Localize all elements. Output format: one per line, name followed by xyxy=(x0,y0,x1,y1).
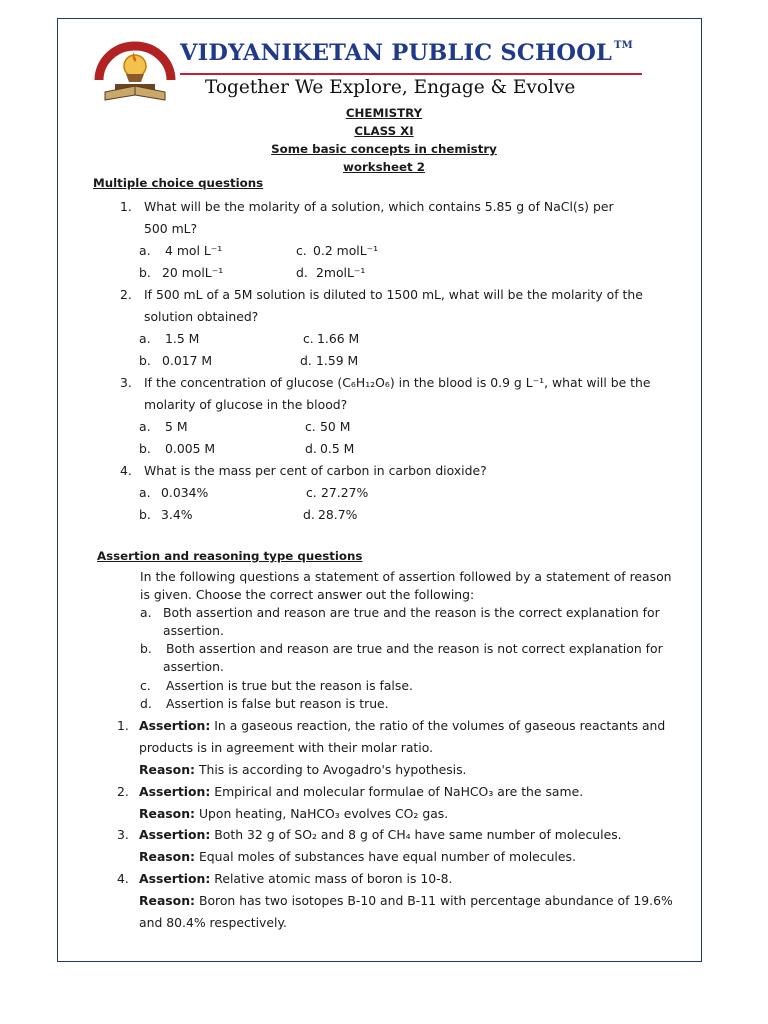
ar-item-number: 1. xyxy=(117,718,129,733)
ar-intro: is given. Choose the correct answer out the following: xyxy=(140,587,475,602)
assertion-label: Assertion: xyxy=(139,871,211,886)
option-label: c. xyxy=(305,419,316,434)
assertion-label: Assertion: xyxy=(139,784,211,799)
choice-label: a. xyxy=(140,605,152,620)
choice-text: assertion. xyxy=(163,623,224,638)
subject-title: CHEMISTRY xyxy=(345,106,423,120)
option-label: b. xyxy=(139,353,151,368)
option-text: 2molL⁻¹ xyxy=(316,265,366,280)
question-number: 3. xyxy=(120,375,132,390)
reason-label: Reason: xyxy=(139,762,195,777)
option-label: c. xyxy=(306,485,317,500)
question-text: If 500 mL of a 5M solution is diluted to 1500 mL, what will be the molarity of the xyxy=(144,287,643,302)
option-text: 50 M xyxy=(320,419,351,434)
assertion-text: Both 32 g of SO₂ and 8 g of CH₄ have same number of molecules. xyxy=(214,827,622,842)
chapter-title: Some basic concepts in chemistry xyxy=(271,142,497,156)
question-text: solution obtained? xyxy=(144,309,259,324)
assertion-label: Assertion: xyxy=(139,718,211,733)
option-label: b. xyxy=(139,507,151,522)
choice-text: Assertion is false but reason is true. xyxy=(166,696,389,711)
option-text: 1.59 M xyxy=(316,353,359,368)
reason-label: Reason: xyxy=(139,806,195,821)
option-label: d. xyxy=(305,441,317,456)
assertion-line xyxy=(139,871,452,886)
reason-text: Upon heating, NaHCO₃ evolves CO₂ gas. xyxy=(198,806,449,821)
option-label: d. xyxy=(300,353,312,368)
class-title: CLASS XI xyxy=(354,124,414,138)
option-text: 1.5 M xyxy=(165,331,200,346)
ar-item-number: 4. xyxy=(117,871,129,886)
reason-line xyxy=(139,893,673,908)
option-label: b. xyxy=(139,441,151,456)
school-tagline: Together We Explore, Engage & Evolve xyxy=(205,77,576,98)
ar-item-number: 2. xyxy=(117,784,129,799)
reason-text: This is according to Avogadro's hypothesis. xyxy=(198,762,467,777)
option-label: d. xyxy=(303,507,315,522)
reason-text: Equal moles of substances have equal number of molecules. xyxy=(198,849,576,864)
option-text: 0.2 molL⁻¹ xyxy=(313,243,379,258)
choice-text: Both assertion and reason are true and the reason is the correct explanation for xyxy=(163,605,660,620)
choice-label: b. xyxy=(140,641,152,656)
option-text: 27.27% xyxy=(321,485,369,500)
school-emblem-icon xyxy=(93,40,177,104)
question-text: If the concentration of glucose (C₆H₁₂O₆) in the blood is 0.9 g L⁻¹, what will be the xyxy=(144,375,651,390)
choice-text: Both assertion and reason are true and the reason is not correct explanation for xyxy=(166,641,663,656)
option-text: 3.4% xyxy=(161,507,193,522)
reason-label: Reason: xyxy=(139,893,195,908)
ar-item-number: 3. xyxy=(117,827,129,842)
reason-line xyxy=(139,762,467,777)
trademark: TM xyxy=(614,40,633,51)
ar-heading: Assertion and reasoning type questions xyxy=(97,549,363,563)
question-text: What is the mass per cent of carbon in carbon dioxide? xyxy=(144,463,487,478)
assertion-line xyxy=(139,827,622,842)
mcq-heading: Multiple choice questions xyxy=(93,176,264,190)
question-number: 2. xyxy=(120,287,132,302)
option-text: 1.66 M xyxy=(317,331,360,346)
option-text: 0.017 M xyxy=(162,353,213,368)
option-text: 0.005 M xyxy=(165,441,216,456)
ar-intro: In the following questions a statement of assertion followed by a statement of reason xyxy=(140,569,672,584)
option-text: 5 M xyxy=(165,419,188,434)
assertion-text: Empirical and molecular formulae of NaHCO₃ are the same. xyxy=(214,784,584,799)
question-text: 500 mL? xyxy=(144,221,198,236)
option-label: d. xyxy=(296,265,308,280)
choice-label: c. xyxy=(140,678,151,693)
assertion-label: Assertion: xyxy=(139,827,211,842)
choice-text: Assertion is true but the reason is false. xyxy=(166,678,413,693)
reason-line xyxy=(139,806,448,821)
option-text: 0.034% xyxy=(161,485,209,500)
question-text: What will be the molarity of a solution, which contains 5.85 g of NaCl(s) per xyxy=(144,199,614,214)
assertion-line xyxy=(139,718,665,733)
option-label: b. xyxy=(139,265,151,280)
option-label: a. xyxy=(139,485,151,500)
school-name: VIDYANIKETAN PUBLIC SCHOOL ™ xyxy=(180,40,633,66)
reason-line xyxy=(139,849,576,864)
header-divider xyxy=(180,73,642,75)
question-number: 4. xyxy=(120,463,132,478)
option-text: 0.5 M xyxy=(320,441,355,456)
worksheet-title: worksheet 2 xyxy=(342,160,426,174)
option-text: 20 molL⁻¹ xyxy=(162,265,224,280)
assertion-text: Relative atomic mass of boron is 10-8. xyxy=(214,871,453,886)
option-label: a. xyxy=(139,331,151,346)
assertion-text: products is in agreement with their molar ratio. xyxy=(139,740,434,755)
option-text: 4 mol L⁻¹ xyxy=(165,243,223,258)
reason-label: Reason: xyxy=(139,849,195,864)
option-text: 28.7% xyxy=(318,507,358,522)
option-label: a. xyxy=(139,243,151,258)
option-label: c. xyxy=(296,243,307,258)
question-text: molarity of glucose in the blood? xyxy=(144,397,348,412)
option-label: a. xyxy=(139,419,151,434)
reason-text: Boron has two isotopes B-10 and B-11 with percentage abundance of 19.6% xyxy=(198,893,673,908)
option-label: c. xyxy=(303,331,314,346)
question-number: 1. xyxy=(120,199,132,214)
assertion-text: In a gaseous reaction, the ratio of the volumes of gaseous reactants and xyxy=(214,718,666,733)
choice-label: d. xyxy=(140,696,152,711)
reason-text: and 80.4% respectively. xyxy=(139,915,287,930)
choice-text: assertion. xyxy=(163,659,224,674)
assertion-line xyxy=(139,784,583,799)
